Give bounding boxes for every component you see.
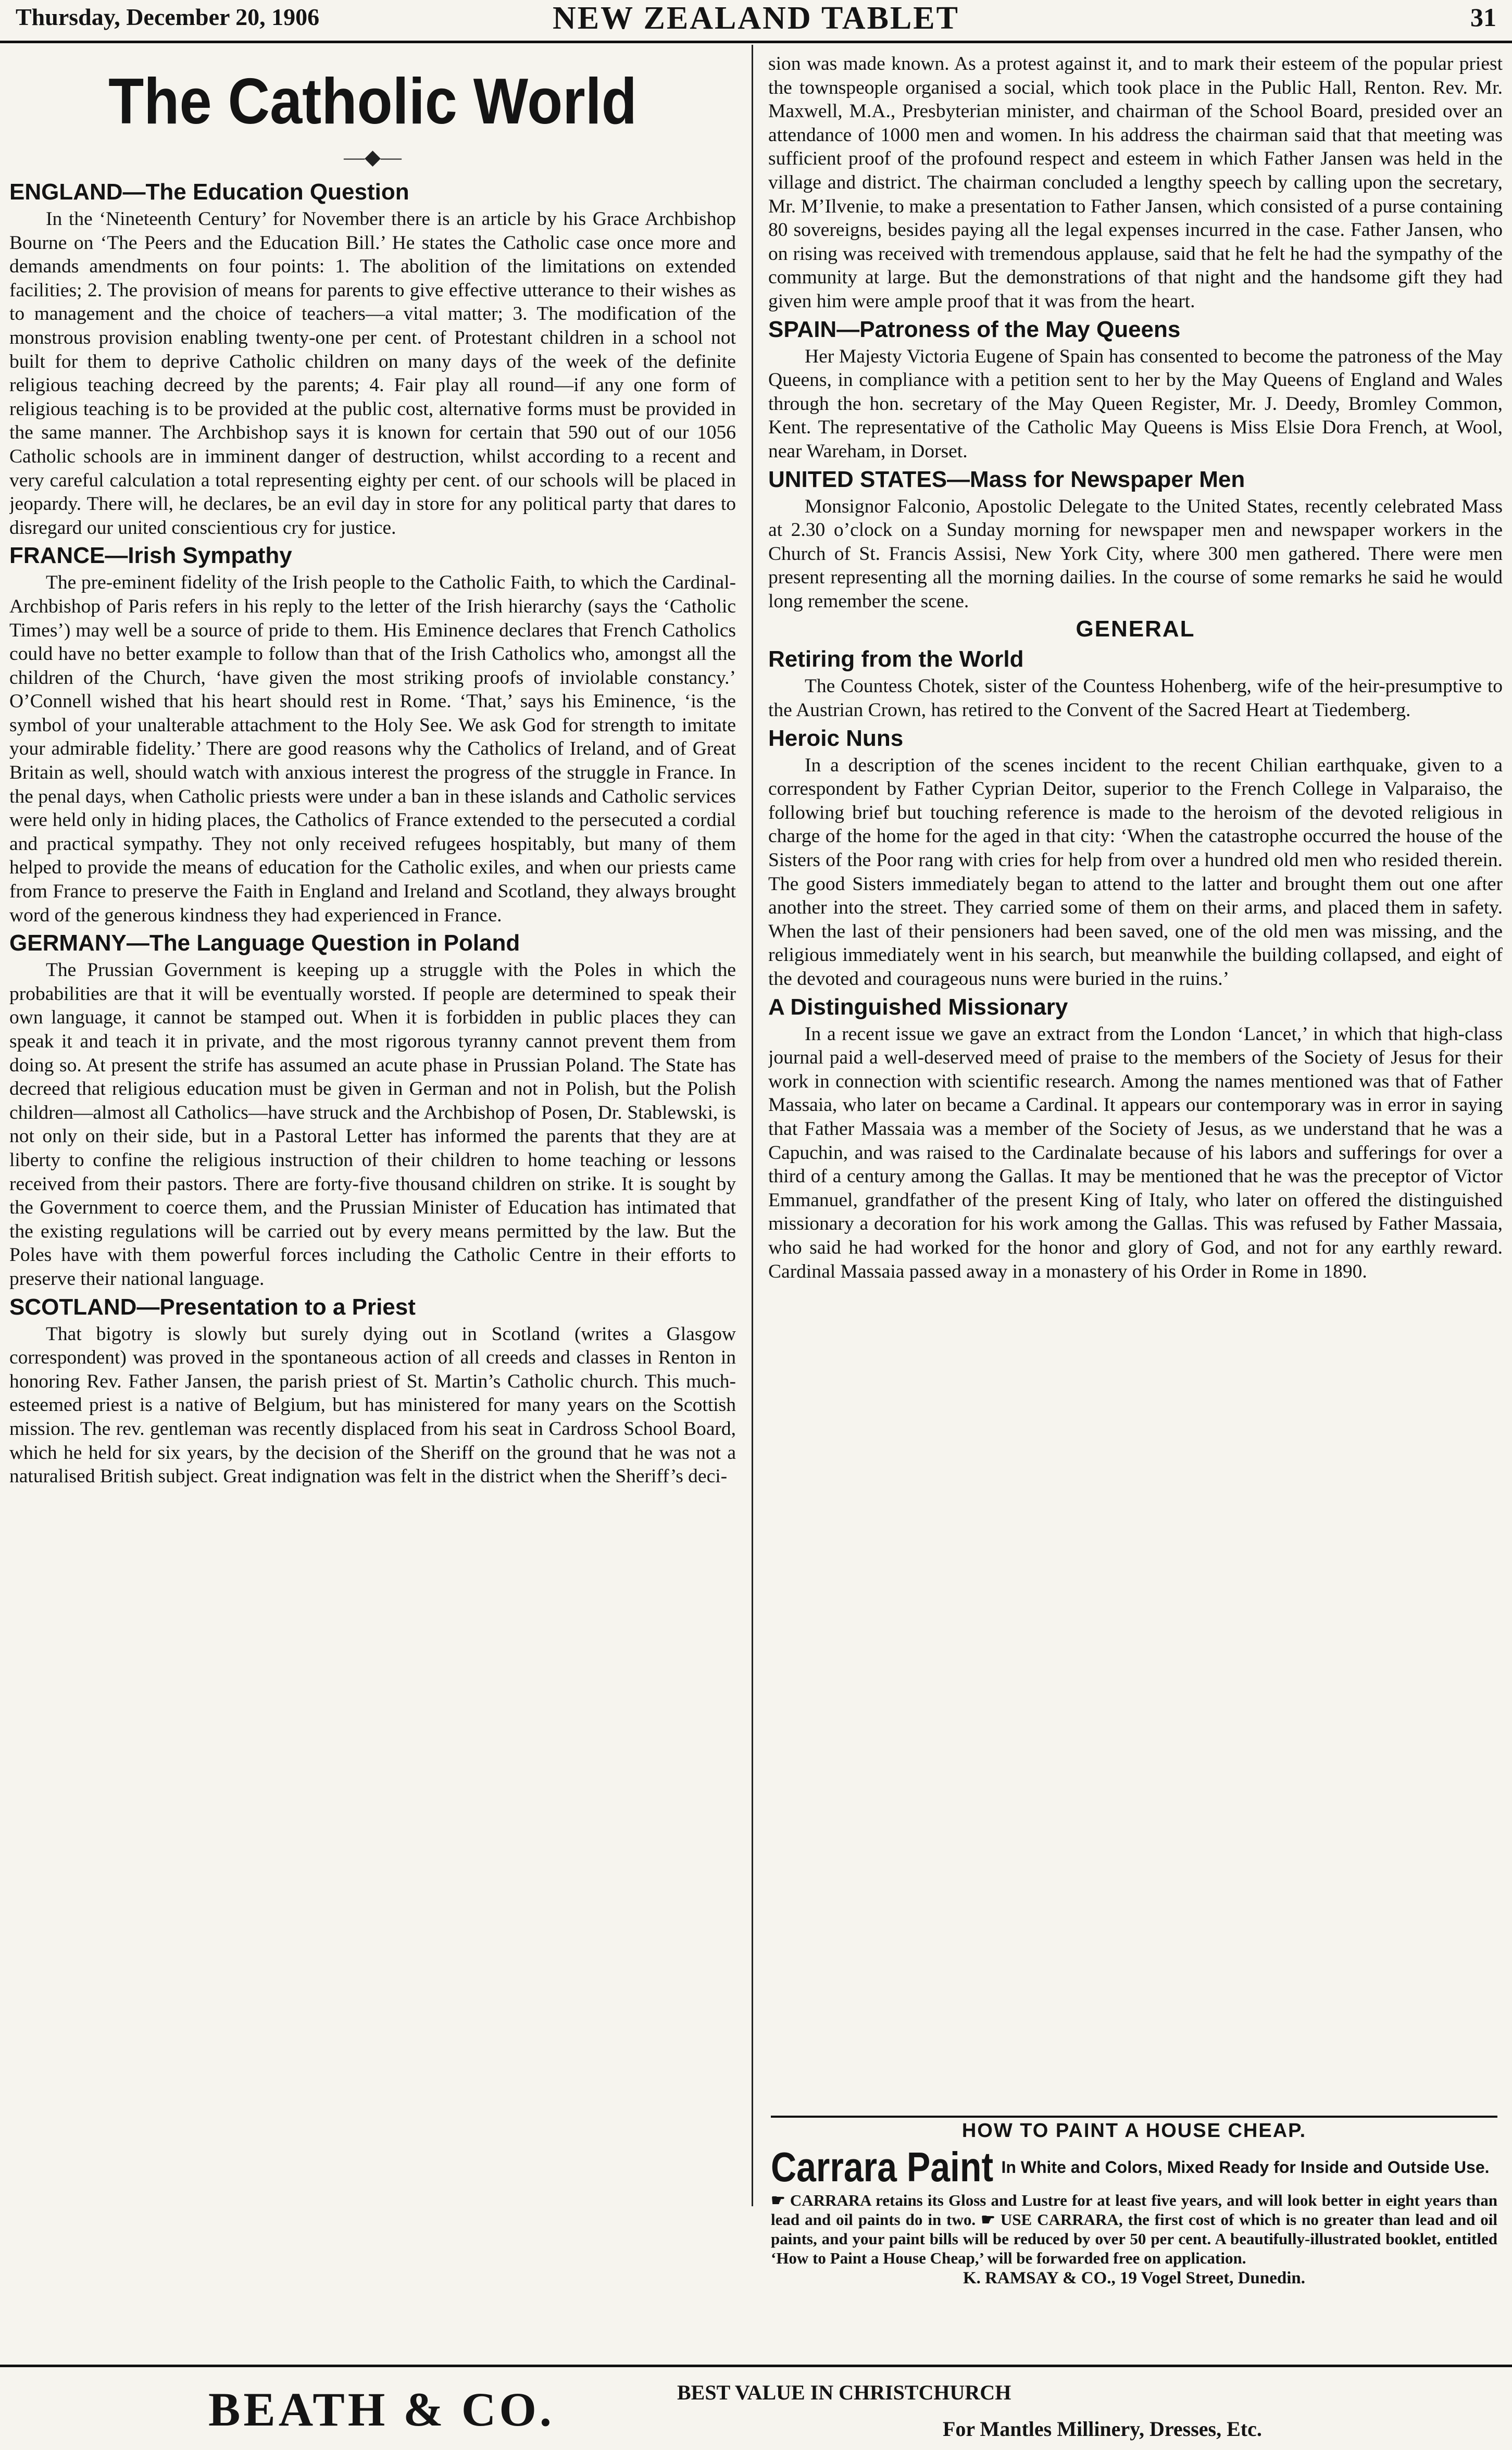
paint-advertisement xyxy=(771,2116,1497,2288)
footer-advertisement xyxy=(0,2365,1512,2450)
newspaper-title: NEW ZEALAND TABLET xyxy=(553,1,959,36)
issue-date: Thursday, December 20, 1906 xyxy=(16,4,320,30)
section-title: UNITED STATES—Mass for Newspaper Men xyxy=(768,466,1245,492)
article-paragraph: In a recent issue we gave an extract from the London ‘Lancet,’ in which that high-class journal paid a well-deserved meed of praise to the members of the Society of Jesus for their work in connection with scientific research. Among the names mentioned was that of Father Massaia, who later on became a Cardinal. It appears our contemporary was in error in saying that Father Massaia was a member of the Society of Jesus, as we understand that he was a Capuchin, and was raised to the Cardinalate because of his labors and sufferings for over a third of a century among the Gallas. It may be mentioned that he was the preceptor of Victor Emmanuel, grandfather of the present King of Italy, who later on offered the distinguished missionary a decoration for his work among the Gallas. This was refused by Father Massaia, who said he had worked for the honor and glory of God, and not for any earthly reward. Cardinal Massaia passed away in a monastery of his Order in Rome in 1890. xyxy=(768,1023,1503,1282)
ad-tagline: In White and Colors, Mixed Ready for Inside and Outside Use. xyxy=(1001,2158,1490,2177)
article-paragraph: That bigotry is slowly but surely dying out in Scotland (writes a Glasgow correspondent) was proved in the spontaneous action of all creeds and classes in Renton in honoring Rev. Father Jansen, the parish priest of St. Martin’s Catholic church. This much-esteemed priest is a native of Belgium, but has ministered for many years on the Scottish mission. The rev. gentleman was recently displaced from his seat in Cardross School Board, which he held for six years, by the decision of the Sheriff on the ground that he was not a naturalised British subject. Great indignation was felt in the district when the Sheriff’s deci- xyxy=(9,1323,736,1488)
ad-heading: HOW TO PAINT A HOUSE CHEAP. xyxy=(961,2120,1307,2142)
column-divider xyxy=(752,45,753,2206)
article-paragraph: The Prussian Government is keeping up a struggle with the Poles in which the probabilities are that it will be eventually worsted. If people are determined to speak their own language, it cannot be stamped out. When it is forbidden in public places they can speak it and teach it in private, and the most rigorous tyranny cannot prevent them from doing so. At present the strife has assumed an acute phase in Prussian Poland. The State has decreed that religious education must be given in German and not in Polish, but the Polish children—almost all Catholics—have struck and the Archbishop of Posen, Dr. Stablewski, is not only on their side, but in a Pastoral Letter has informed the parents that they are at liberty to confine the religious instruction of their children to home teaching or lessons received from their pastors. There are forty-five thousand children on strike. It is sought by the Government to coerce them, and the Prussian Minister of Education has intimated that the existing regulations will be carried out by every means permitted by the law. But the Poles have with them powerful forces including the Catholic Centre in their efforts to preserve their national language. xyxy=(9,959,736,1290)
page-main-heading: The Catholic World xyxy=(108,66,637,138)
continued-paragraph: sion was made known. As a protest against it, and to mark their esteem of the popular priest the townspeople organised a social, which took place in the Public Hall, Renton. Rev. Mr. Maxwell, M.A., Presbyterian minister, and chairman of the School Board, presided over an attendance of 1000 men and women. In his address the chairman said that that meeting was sufficient proof of the profound respect and esteem in which Father Jansen was held in the village and district. The chairman concluded a lengthy speech by calling upon the secretary, Mr. M’Ilvenie, to make a presentation to Father Jansen, which consisted of a purse containing 80 sovereigns, besides paying all the legal expenses incurred in the case. Father Jansen, who on rising was received with tremendous applause, said that he felt he had the sympathy of the community at large. But the demonstrations of that night and the handsome gift they had given him were ample proof that it was from the heart. xyxy=(768,53,1503,312)
footer-brand: BEATH & CO. xyxy=(208,2383,555,2436)
page-number: 31 xyxy=(1470,3,1496,32)
section-title: SPAIN—Patroness of the May Queens xyxy=(768,316,1181,342)
footer-tagline: BEST VALUE IN CHRISTCHURCH xyxy=(677,2381,1011,2404)
article-paragraph: Her Majesty Victoria Eugene of Spain has consented to become the patroness of the May Queens, in compliance with a petition sent to her by the May Queens of England and Wales through the hon. secretary of the May Queen Register, Mr. J. Deedy, Bromley Common, Kent. The representative of the Catholic May Queens is Miss Elsie Dora French, at Wool, near Wareham, in Dorset. xyxy=(768,345,1503,462)
masthead xyxy=(0,0,1512,43)
footer-subline: For Mantles Millinery, Dresses, Etc. xyxy=(943,2417,1262,2441)
ad-body: ☛ CARRARA retains its Gloss and Lustre for at least five years, and will look better in eight years than lead and oil paints do in two. ☛ USE CARRARA, the first cost of which is no greater than lead and oil paints, and your paint bills will be reduced by over 50 per cent. A beautifully-illustrated booklet, entitled ‘How to Paint a House Cheap,’ will be forwarded free on application. xyxy=(771,2191,1497,2267)
section-title: ENGLAND—The Education Question xyxy=(9,179,409,205)
section-title: SCOTLAND—Presentation to a Priest xyxy=(9,1294,416,1320)
article-paragraph: In a description of the scenes incident to the recent Chilian earthquake, given to a correspondent by Father Cyprian Deitor, superior to the French College in Valparaiso, the following brief but touching reference is made to the heroism of the devoted religious in charge of the home for the aged in that city: ‘When the catastrophe occurred the house of the Sisters of the Poor rang with cries for help from over a hundred old men who resided therein. The good Sisters immediately began to attend to the latter and brought them out one after another into the street. They carried some of them on their arms, and placed them in safety. When the last of their pensioners had been saved, one of the old men was missing, and the religious immediately went in his search, but meanwhile the building collapsed, and eight of the devoted and courageous nuns were buried in the ruins.’ xyxy=(768,754,1503,990)
section-title: Retiring from the World xyxy=(768,646,1024,672)
ad-address: K. RAMSAY & CO., 19 Vogel Street, Dunedin. xyxy=(963,2269,1305,2288)
right-column xyxy=(768,52,1503,2135)
ornament-divider: —◆— xyxy=(344,145,402,169)
ad-brand: Carrara Paint xyxy=(771,2144,994,2190)
section-title: A Distinguished Missionary xyxy=(768,994,1068,1020)
section-title: GERMANY—The Language Question in Poland xyxy=(9,930,520,956)
section-title: Heroic Nuns xyxy=(768,725,904,751)
general-heading: GENERAL xyxy=(1076,616,1195,642)
left-column xyxy=(9,52,736,2161)
article-paragraph: Monsignor Falconio, Apostolic Delegate to the United States, recently celebrated Mass at 2.30 o’clock on a Sunday morning for newspaper men and newspaper workers in the Church of St. Francis Assisi, New York City, where 300 men gathered. There were men present representing all the morning dailies. In the course of some remarks he said he would long remember the scene. xyxy=(768,495,1503,612)
article-paragraph: The Countess Chotek, sister of the Countess Hohenberg, wife of the heir-presumptive to the Austrian Crown, has retired to the Convent of the Sacred Heart at Tiedemberg. xyxy=(768,676,1503,721)
article-paragraph: In the ‘Nineteenth Century’ for November there is an article by his Grace Archbishop Bourne on ‘The Peers and the Education Bill.’ He states the Catholic case once more and demands amendments on four points: 1. The abolition of the limitations on extended facilities; 2. The provision of means for parents to give effective utterance to their wishes as to management and the choice of teachers—a vital matter; 3. The modification of the monstrous provision enabling twenty-one per cent. of Protestant children in a school not built for them to deprive Catholic children on many days of the week of the definite religious teaching decreed by the parents; 4. Fair play all round—if any one form of religious teaching is to be provided at the public cost, alternative forms must be provided in the same manner. The Archbishop says it is known for certain that 590 out of our 1056 Catholic schools are in imminent danger of destruction, whilst according to a recent and very careful calculation a total representing eighty per cent. of our schools will be placed in jeopardy. There will, he declares, be an evil day in store for any political party that dares to disregard our united conscientious cry for justice. xyxy=(9,208,736,539)
article-paragraph: The pre-eminent fidelity of the Irish people to the Catholic Faith, to which the Cardinal-Archbishop of Paris refers in his reply to the letter of the Irish hierarchy (says the ‘Catholic Times’) may well be a source of pride to them. His Eminence declares that French Catholics could have no better example to follow than that of the Irish Catholics who, amongst all the children of the Church, ‘have given the most striking proofs of inviolable constancy.’ O’Connell wished that his heart should rest in Rome. ‘That,’ says his Eminence, ‘is the symbol of your unalterable attachment to the Holy See. We ask God for strength to imitate your admirable fidelity.’ There are good reasons why the Catholics of Ireland, and of Great Britain as well, should watch with anxious interest the progress of the struggle in France. In the penal days, when Catholic priests were under a ban in these islands and Catholic services were held only in hiding places, the Catholics of France extended to the persecuted a cordial and practical sympathy. They not only received refugees hospitably, but many of them helped to provide the means of education for the Catholic exiles, and when our priests came from France to preserve the Faith in England and Ireland and Scotland, they always brought word of the generous kindness they had experienced in France. xyxy=(9,572,736,926)
section-title: FRANCE—Irish Sympathy xyxy=(9,543,292,569)
